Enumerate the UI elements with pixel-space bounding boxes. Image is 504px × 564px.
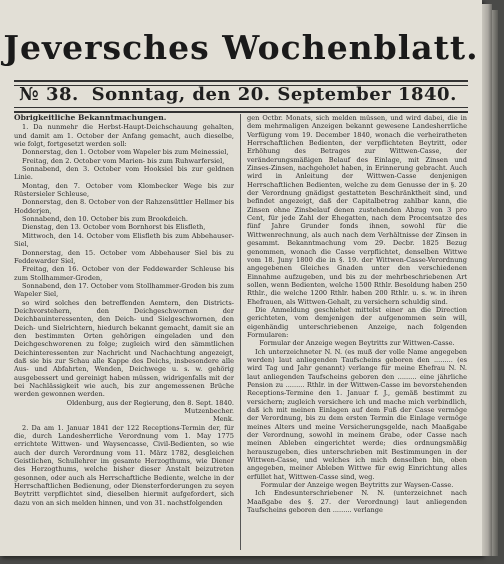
paragraph: Sonnabend, den 10. October bis zum Brookdeich.: [22, 215, 188, 224]
paragraph: Oldenburg, aus der Regierung, den 8. Sept. 1840.: [66, 398, 234, 407]
paragraph: Donnerstag, den 15. October vom Abbehauser Siel bis zu Feddewarder Siel,: [14, 248, 234, 265]
paragraph: Dienstag, den 13. October vom Bornhorst bis Elisfleth,: [22, 223, 206, 232]
paragraph: Montag, den 7. October vom Klombecker Wege bis zur Rüstersieler Schleuse,: [14, 181, 234, 199]
paragraph: Mittwoch, den 14. October vom Elisfleth bis zum Abbehauser-Siel,: [14, 231, 234, 249]
left-column: [14, 114, 234, 554]
paragraph: Menk.: [213, 415, 234, 424]
paragraph: Donnerstag, den 1. October vom Wapeler bis zum Meinessiel,: [22, 148, 229, 157]
paragraph: Freitag, den 16. October von der Feddewarder Schleuse bis zum Stollhammer-Groden,: [14, 265, 234, 282]
paragraph: 2. Da am 1. Januar 1841 der 122 Receptions-Termin der, für die, durch Landesherrliche Verordnung vom 1. May 1775 errichtete Wittwen- und Waysencasse, Civil-Bedienten, so wie auch der durch Verordnung vom 11. März 1782, desgleichen Geistlichen, Schullehrer im gesamte Herzogthums, wie Diener des Herzogthums, welche bisher dieser Anstalt beizutreten gesonnen, oder auch als Herrschaftliche Bediente, welche in der Herrschaftlichen Bedienung, oder Diensterforderungen zu seyen Beytritt verpflichtet sind, dieselben hiermit aufgefordert, sich dazu von an sich melden hinnen, und von 31. nachstfolgenden: [14, 423, 234, 507]
right-column: [247, 114, 467, 554]
page-stack-edge: [482, 4, 492, 556]
paragraph: Formular der Anzeige wegen Beytritts zur Waysen-Casse.: [260, 481, 454, 490]
paragraph: 1. Da nunmehr die Herbst-Haupt-Deichschauung gehalten, und damit am 1. October der Anfang gemacht, auch dieselbe, wie folgt, fortgesetzt werden soll:: [14, 123, 234, 149]
issue-date: Sonntag, den 20. September 1840.: [91, 84, 457, 105]
book-cover-edge: [492, 10, 498, 556]
paragraph: Sonnabend, den 3. October vom Hooksiel bis zur geldnen Linie.: [14, 165, 234, 182]
paragraph: Sonnabend, den 17. October vom Stollhammer-Groden bis zum Wapeler Siel,: [14, 281, 234, 299]
paragraph: Ich Endesunterschriebener N. N. (unterzeichnet nach Maaßgabe des §. 27. der Verordnung) laut anliegenden Taufscheins geboren den ......... verlange: [247, 489, 467, 515]
paragraph: gen Octbr. Monats, sich melden müssen, und wird dabei, die in dem mehrmaligen Anzeigen bekannt gewesene Landesherrliche Verfügung vom 19. December 1840, wonach die verheiratheten Herrschaftlichen Bedienten, der verpflichteten Beytritt, oder Erhöhung des Betrages zur Wittwen-Casse, der veränderungsmäßigen Belauf des Einlage, mit Zinsen und Zinses-Zinsen, nachgeholet haben, in Erinnerung gebracht. Auch wird in Anleitung der Wittwen-Casse denjenigen Herrschaftlichen Bedienten, welche zu dem Genusse der in §. 20 der Verordnung gnädigst gestatteten Beschränktheit sind, und befindet angezeigt, daß der Capitalbetrag zahlbar kann, die Zinsen ohne Zinsbelauf denen zustehenden Abzug von 3 pro Cent, für jede Zahl der Ehegatten, nach dem Procentsatze des fünf Jahre Grunder fonds ihnen, sowohl für die Wittwenrechnung, als auch nach dem Verhältnisse der Zinsen in gesammt. Bekanntmachung vom 29. Decbr. 1825 Bezug genommen, wonach die Casse verpflichtet, denselben Wittwe vom 18. Juny 1800 die in §. 19. der Wittwen-Casse-Verordnung angegebenen Gleiches Gnaden unter den verschiedenen Einnahme aufzugeben, und bis zu der mehrbeschriebenen Art sollen, wenn Bedienten, welche 1500 Rthlr. Besoldung haben 250 Rthlr., die welche 1200 Rthlr. haben 200 Rthlr. u. s. w. in ihren Ehefrauen, als Wittwen-Gehalt, zu versichern schuldig sind.: [247, 114, 467, 306]
masthead-rule-bottom: [14, 107, 468, 113]
issue-line: [14, 84, 468, 105]
paragraph: Formular der Anzeige wegen Beytritts zur Wittwen-Casse.: [259, 339, 455, 348]
paragraph: so wird solches den betreffenden Aemtern, den Districts-Deichvorstehern, den Deichgeschwornen der Deichbauinteressenten, den Deich- und Sielgeschwornen, den Deich- und Sielrichtern, hiedurch bekannt gemacht, damit sie an den bestimmten Orten gehörigen eingeladen und den Deichgeschworenen zu folge; zugleich wird den sämmtlichen Deichinteressenten zur Nachricht und Nachachtung angezeigt, daß sie bis zur Schau alle Kappe des Deichs, insbesondere alle Aus- und Abfahrten, Wenden, Deichwege u. s. w. gehörig ausgebessert und gereinigt haben müssen, widrigenfalls mit der bei Nachlässigkeit wie auch, bis zur angemessenen Brüche werden gewonnen werden.: [14, 298, 234, 399]
paragraph: Donnerstag, den 8. October von der Rahzensüttler Hellmer bis Hodderjen,: [14, 198, 234, 215]
section-heading: Obrigkeitliche Bekanntmachungen.: [14, 114, 167, 122]
paragraph: Freitag, den 2. October vom Marien- bis zum Ruhwarfersiel,: [22, 156, 225, 165]
column-divider: [240, 114, 241, 550]
issue-number: № 38.: [19, 84, 79, 105]
paragraph: Ich unterzeichneter N. N. (es muß der volle Name angegeben werden) laut anliegenden Taufscheins geboren den ......... (es wird Tag und Jahr genannt) verlange für meine Ehefrau N. N. laut anliegenden Taufscheins geboren den ......... eine jährliche Pension zu ......... Rthlr. in der Wittwen-Casse im bevorstehenden Receptions-Termine den 1. Januar f. J., gemäß bestimmt zu versichern; zugleich versichere ich und mache mich verbindlich, daß ich mit meinen Einlagen auf dem Fuß der Casse vermöge der Verordnung, bis zu dem ersten Termin die Einlage vermöge meines Alters und meine Versicherungsgelde, nach Maaßgabe der Verordnung, sowohl in meinem Grabe, oder Casse nach meinen Ableben eingerichtet werde; dies ordnungsmäßig herauszugeben, dies unterschrieben mit Bestimmungen in der Wittwen-Casse, und welches ich mich denselben bin, oben angegeben, meiner Ableben Wittwe für ewig Einrichtung alles erfüllet hat, Wittwen-Casse sind, weg.: [247, 347, 467, 481]
paragraph: Mutzenbecher.: [184, 407, 234, 416]
paragraph: Die Anmeldung geschiehet mittelst einer an die Direction gerichteten, vom demjenigen der aufgenommen sein will, eigenhändig unterschriebenen Anzeige, nach folgenden Formularen:: [247, 305, 467, 339]
masthead-title: Jeversches Wochenblatt.: [3, 28, 479, 67]
